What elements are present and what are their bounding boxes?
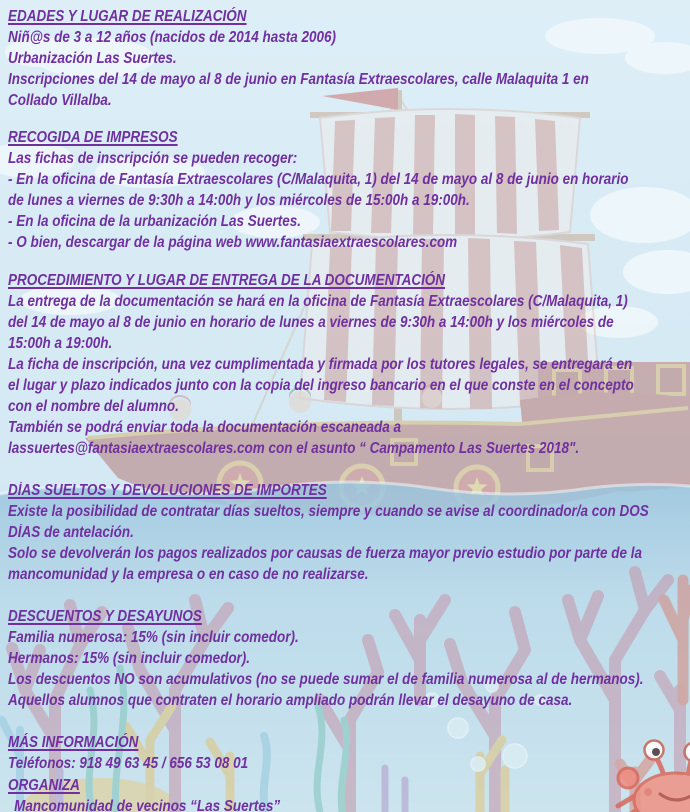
text-line: Existe la posibilidad de contratar días sueltos, siempre y cuando se avise al coordinador/a con DOS (8, 503, 649, 520)
text-line: Solo se devolverán los pagos realizados por causas de fuerza mayor previo estudio por parte de la (8, 545, 643, 562)
section-heading: DESCUENTOS Y DESAYUNOS (8, 608, 202, 625)
section-mas-informacion (8, 732, 690, 774)
text-line: con el nombre del alumno. (8, 398, 179, 415)
section-recogida (8, 127, 690, 253)
text-line: - O bien, descargar de la página web www.fantasiaextraescolares.com (8, 234, 458, 251)
text-line: 15:00h a 19:00h. (8, 335, 113, 352)
text-line-email: lassuertes@fantasiaextraescolares.com con el asunto “ Campamento Las Suertes 2018". (8, 440, 580, 457)
text-line: - En la oficina de la urbanización Las Suertes. (8, 213, 302, 230)
text-line: Familia numerosa: 15% (sin incluir comedor). (8, 629, 299, 646)
section-heading: DÍAS SUELTOS Y DEVOLUCIONES DE IMPORTES (8, 482, 327, 499)
text-line: Mancomunidad de vecinos “Las Suertes” (14, 798, 281, 812)
text-line: La ficha de inscripción, una vez cumplimentada y firmada por los tutores legales, se entregará en (8, 356, 633, 373)
text-line: - En la oficina de Fantasía Extraescolares (C/Malaquita, 1) del 14 de mayo al 8 de junio en horario (8, 171, 629, 188)
section-dias-sueltos (8, 480, 690, 585)
text-line: La entrega de la documentación se hará en la oficina de Fantasía Extraescolares (C/Malaquita, 1) (8, 293, 628, 310)
section-edades (8, 6, 690, 111)
section-organiza (8, 775, 690, 812)
text-line: Collado Villalba. (8, 92, 112, 109)
section-heading: EDADES Y LUGAR DE REALIZACIÓN (8, 8, 247, 25)
section-heading: MÁS INFORMACIÓN (8, 734, 139, 751)
text-line: DÍAS de antelación. (8, 524, 134, 541)
text-line: Urbanización Las Suertes. (8, 50, 177, 67)
section-heading: ORGANIZA (8, 777, 80, 794)
text-line: del 14 de mayo al 8 de junio en horario de lunes a viernes de 9:30h a 14:00h y los miércoles de (8, 314, 614, 331)
text-line: de lunes a viernes de 9:30h a 14:00h y los miércoles de 15:00h a 19:00h. (8, 192, 470, 209)
text-line: Niñ@s de 3 a 12 años (nacidos de 2014 hasta 2006) (8, 29, 336, 46)
text-line: mancomunidad y la empresa o en caso de no realizarse. (8, 566, 369, 583)
section-heading: PROCEDIMIENTO Y LUGAR DE ENTREGA DE LA DOCUMENTACIÓN (8, 272, 446, 289)
section-descuentos (8, 606, 690, 711)
section-procedimiento (8, 270, 690, 459)
text-line-phones: Teléfonos: 918 49 63 45 / 656 53 08 01 (8, 755, 249, 772)
text-line: Aquellos alumnos que contraten el horario ampliado podrán llevar el desayuno de casa. (8, 692, 573, 709)
text-line: Inscripciones del 14 de mayo al 8 de junio en Fantasía Extraescolares, calle Malaquita 1 en (8, 71, 589, 88)
text-line: Hermanos: 15% (sin incluir comedor). (8, 650, 251, 667)
text-line: Las fichas de inscripción se pueden recoger: (8, 150, 298, 167)
text-line: Los descuentos NO son acumulativos (no se puede sumar el de familia numerosa al de hermanos). (8, 671, 644, 688)
text-line: el lugar y plazo indicados junto con la copia del ingreso bancario en el que conste en el concepto (8, 377, 634, 394)
text-line: También se podrá enviar toda la documentación escaneada a (8, 419, 401, 436)
section-heading: RECOGIDA DE IMPRESOS (8, 129, 178, 146)
